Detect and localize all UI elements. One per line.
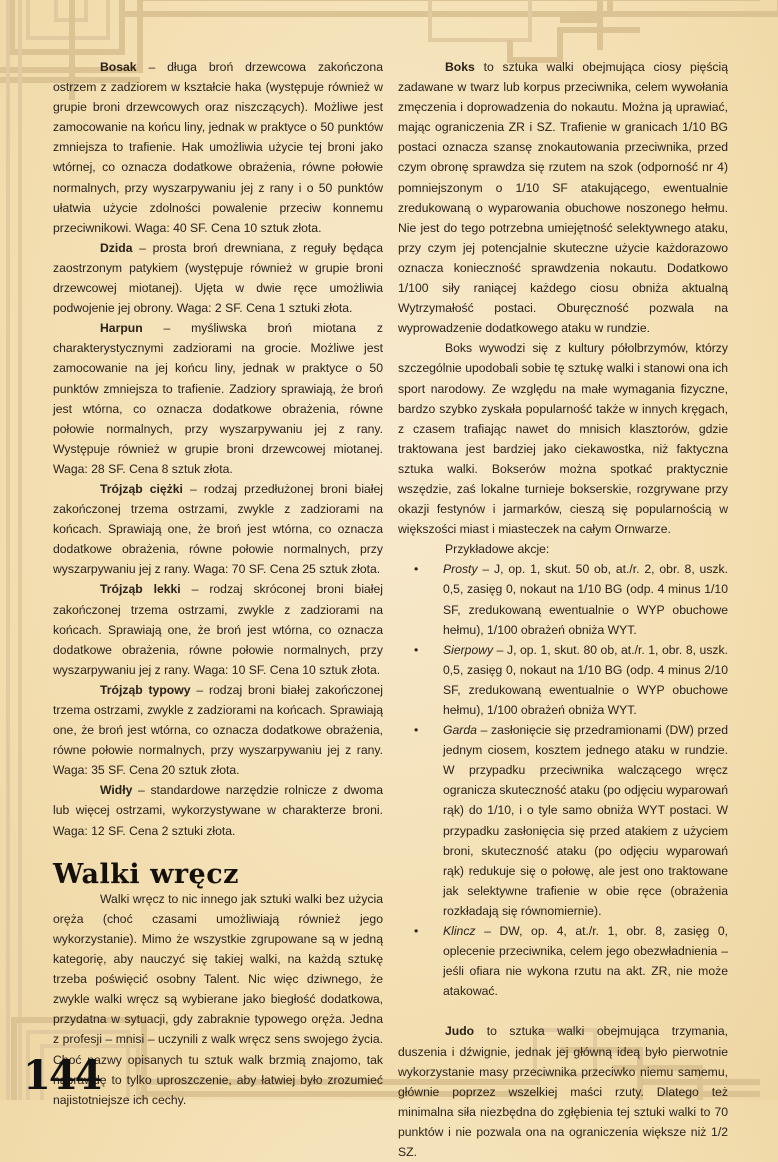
weapon-name: Trójząb typowy (100, 682, 191, 697)
weapon-entry-trojzab-lekki (53, 579, 383, 679)
bullet-icon: • (414, 642, 419, 657)
actions-label: Przykładowe akcje: (445, 542, 550, 557)
weapon-entry-bosak (53, 57, 383, 238)
action-name: Garda (443, 723, 477, 738)
page-number: 144 (23, 1052, 101, 1099)
action-name: Prosty (443, 562, 478, 577)
bullet-icon: • (414, 723, 419, 738)
top-right-knot (430, 0, 778, 60)
action-description: – zasłonięcie się przedramionami (DW) przed jednym ciosem, kosztem jednego ataku w rundzie. W przypadku przeciwnika walczącego wręcz ogranicza skuteczność ataku (po odjęciu wyparowań rąk) do 1/10, i o tyle samo obniża WYT postaci. W przypadku zasłonięcia się przed atakiem z użyciem broni, skuteczność ataku (po odjęciu wyparowań rąk) redukuje się o połowę, ale jest ono traktowane jak selektywne trafienie w obie ręce (obrażenia rozkładają się równomiernie). (443, 723, 728, 918)
left-column (53, 57, 383, 1110)
weapon-entry-widly (53, 780, 383, 840)
weapon-name: Harpun (100, 321, 143, 336)
bullet-icon: • (414, 924, 419, 939)
spacer (398, 1001, 728, 1021)
section-heading: Walki wręcz (53, 858, 240, 890)
martial-art-name: Boks (445, 60, 475, 74)
action-description: – J, op. 1, skut. 50 ob, at./r. 2, obr. 8, uszk. 0,5, zasięg 0, nokaut na 1/10 BG (odp. 4 minus 1/10 SF, zredukowaną ewentualnie o WYP obuchowe hełmu), 1/100 obrażeń obniża WYT. (443, 562, 728, 637)
weapon-entry-harpun (53, 318, 383, 479)
bullet-icon: • (414, 562, 419, 577)
boks-description (398, 57, 728, 338)
weapon-entry-trojzab-typowy (53, 680, 383, 780)
weapon-entry-dzida (53, 238, 383, 318)
weapon-name: Widły (100, 783, 133, 798)
action-description: – DW, op. 4, at./r. 1, obr. 8, zasięg 0, oplecenie przeciwnika, celem jego obezwładnienia – jeśli ofiara nie wykona rzutu na akt. ZR, nie może atakować. (443, 924, 728, 999)
actions-list (398, 559, 728, 1001)
right-column (398, 57, 728, 1162)
martial-art-text: to sztuka walki obejmująca trzymania, duszenia i dźwignie, jednak jej główną ideą było pierwotnie wykorzystanie masy przeciwnika przeciwko niemu samemu, głównie poprzez wszelkiej maści rzuty. Dlatego też minimalna siła niezbędna do zgłębienia tej sztuki walki to 70 punktów i nie pozwala ona na ograniczenia większe niż 1/2 SZ. (398, 1024, 728, 1159)
weapon-description: – rodzaj skróconej broni białej zakończonej trzema ostrzami, zwykle z zadziorami na końcach. Sprawiają one, że broń jest wtórna, co oznacza dodatkowe obrażenia, równe połowie normalnych, przy wyszarpywaniu jej z rany. Waga: 10 SF. Cena 10 sztuk złota. (53, 582, 384, 677)
action-item-klincz (398, 921, 728, 1001)
action-name: Sierpowy (443, 642, 494, 657)
weapon-description: – prosta broń drewniana, z reguły będąca zaostrzonym patykiem (występuje również w grupie broni drzewcowej miotanej). Ujęta w dwie ręce umożliwia podwojenie jej obrony. Waga: 2 SF. Cena 1 sztuki złota. (53, 240, 383, 316)
weapon-description: – długa broń drzewcowa zakończona ostrzem z zadziorem w kształcie haka (występuje również w grupie broni drzewcowych oraz niszczących). Możliwe jest zamocowanie na końcu liny, jednak w praktyce o 50 punktów zmniejsza to trafienie. Hak umożliwia użycie tej broni jako wtórnej, co oznacza dodatkowe obrażenia, równe połowie normalnych, przy wyszarpywaniu jej z rany i o 50 punktów ułatwia użycie zdolności powalenie przeciw konnemu przeciwnikowi. Waga: 40 SF. Cena 10 sztuk złota. (53, 60, 383, 235)
left-border-lines (8, 0, 20, 1100)
action-description: – J, op. 1, skut. 80 ob, at./r. 1, obr. 8, uszk. 0,5, zasięg 0, nokaut na 1/10 BG (odp. 4 minus 2/10 SF, zredukowaną ewentualnie o WYP obuchowe hełmu), 1/100 obrażeń obniża WYT. (443, 642, 728, 717)
boks-history: Boks wywodzi się z kultury półolbrzymów, którzy szczególnie upodobali sobie tę sztukę walki i stanowi ona ich sport narodowy. Ze względu na małe wymagania fizyczne, bardzo szybko zyskała popularność także w innych kręgach, z czasem trafiając nawet do mnisich klasztorów, gdzie traktowana jest bardziej jako ciekawostka, niż faktyczna sztuka walki. Bokserów można spotkać praktycznie wszędzie, zaś lokalne turnieje bokserskie, rozgrywane przy okazji festynów i jarmarków, cieszą się popularnością w większości miast i miasteczek na całym Ornwarze. (398, 341, 728, 537)
martial-art-name: Judo (445, 1024, 475, 1039)
action-item-sierpowy (398, 640, 728, 720)
action-item-garda (398, 720, 728, 921)
weapon-name: Dzida (100, 240, 133, 255)
judo-description (398, 1021, 728, 1162)
action-item-prosty (398, 559, 728, 639)
weapon-entry-trojzab-ciezki (53, 479, 383, 579)
weapon-name: Trójząb ciężki (100, 481, 183, 496)
weapon-name: Trójząb lekki (100, 582, 181, 597)
weapon-description: – rodzaj przedłużonej broni białej zakończonej trzema ostrzami, zwykle z zadziorami na końcach. Sprawiają one, że broń jest wtórna, co oznacza dodatkowe obrażenia, równe połowie normalnych, przy wyszarpywaniu jej z rany. Waga: 70 SF. Cena 25 sztuk złota. (53, 481, 383, 577)
weapon-name: Bosak (100, 60, 137, 74)
martial-art-text: to sztuka walki obejmująca ciosy pięścią zadawane w twarz lub korpus przeciwnika, celem wywołania zmęczenia i doprowadzenia do nokautu. Można ją uprawiać, mając ograniczenia ZR i SZ. Trafienie w granicach 1/10 BG postaci oznacza szansę znokautowania przeciwnika, przed czym obronę sprawdza się rzutem na szok (odporność nr 4) pomniejszonym o 1/10 SF atakującego, ewentualnie zredukowaną o wyparowania obuchowe noszonego hełmu. Nie jest do tego potrzebna umiejętność selektywnego ataku, przy czym jej potencjalnie skuteczne użycie każdorazowo oznacza konieczność sprawdzenia nokautu. Dodatkowo 1/100 siły raniącej każdego ciosu obniża aktualną Wytrzymałość postaci. Oburęczność pozwala na wyprowadzenie dodatkowego ataku w rundzie. (398, 60, 728, 336)
weapon-description: – rodzaj broni białej zakończonej trzema ostrzami, zwykle z zadziorami na końcach. Sprawiają one, że broń jest wtórna, co oznacza dodatkowe obrażenia, równe połowie normalnych, przy wyszarpywaniu jej z rany. Waga: 35 SF. Cena 20 sztuk złota. (53, 682, 383, 778)
section-intro: Walki wręcz to nic innego jak sztuki walki bez użycia oręża (choć czasami umożliwiają również jego wykorzystanie). Mimo że wszystkie zgrupowane są w jedną kategorię, aby nauczyć się takiej walki, na każdą sztukę trzeba poświęcić osobny Talent. Nic więc dziwnego, że zwykle walki wręcz są wybierane jako biegłość dodatkowa, przydatna w sytuacji, gdy zabraknie typowego oręża. Jedna z profesji – mnisi – uczynili z walk wręcz sens swojego życia. Choć nazwy opisanych tu sztuk walk brzmią znajomo, tak naprawdę to tylko uproszczenie, aby łatwiej było zrozumieć najistotniejsze ich cechy. (53, 891, 383, 1107)
action-name: Klincz (443, 924, 476, 939)
weapon-description: – myśliwska broń miotana z charakterystycznymi zadziorami na grocie. Możliwe jest zamocowanie na jej końcu liny, jednak w praktyce o 50 punktów zmniejsza to trafienie. Zadziory sprawiają, że broń jest wtórna, co oznacza dodatkowe obrażenia, równe połowie normalnych, przy wyszarpywaniu jej z rany. Występuje również w grupie broni drzewcowej miotanej. Waga: 28 SF. Cena 8 sztuk złota. (53, 321, 383, 476)
weapon-description: – standardowe narzędzie rolnicze z dwoma lub więcej ostrzami, wykorzystywane w charakterze broni. Waga: 12 SF. Cena 2 sztuki złota. (53, 783, 383, 838)
